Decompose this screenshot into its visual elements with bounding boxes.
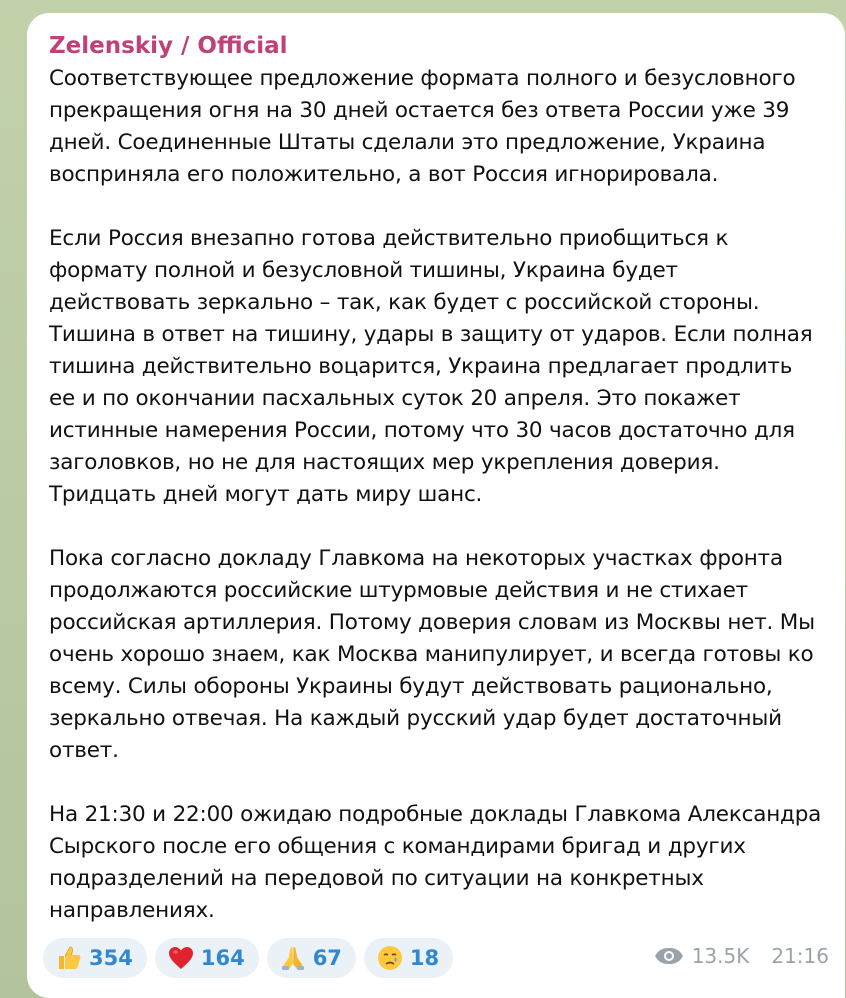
message-paragraph: Пока согласно докладу Главкома на некоторых участках фронта продолжаются российские штурмовые действия и не стихает российская артиллерия. Потому доверия словам из Москвы нет. Мы очень хорошо знаем, как Москва манипулирует, и всегда готовы ко всему. Силы обороны Украины будут действовать рационально, зеркально отвечая. На каждый русский удар будет достаточный ответ. xyxy=(49,546,815,763)
reaction-count: 18 xyxy=(409,946,440,970)
reaction-folded-hands[interactable] xyxy=(267,938,356,978)
reaction-count: 67 xyxy=(312,946,342,970)
message-paragraph: Если Россия внезапно готова действительно приобщиться к формату полной и безусловной тишины, Украина будет действовать зеркально – так, как будет с российской стороны. Тишина в ответ на тишину, удары в защиту от ударов. Если полная тишина действительно воцарится, Украина предлагает продлить ее и по окончании пасхальных суток 20 апреля. Это покажет истинные намерения России, потому что 30 часов достаточно для заголовков, но не для настоящих мер укрепления доверия. Тридцать дней могут дать миру шанс. xyxy=(49,226,813,507)
message-paragraph: Соответствующее предложение формата полного и безусловного прекращения огня на 30 дней остается без ответа России уже 39 дней. Соединенные Штаты сделали это предложение, Украина восприняла его положительно, а вот Россия игнорировала. xyxy=(49,66,796,187)
message-bubble xyxy=(27,13,845,998)
message-meta xyxy=(654,944,829,968)
message-time: 21:16 xyxy=(771,944,829,968)
thumbs-up-icon xyxy=(55,944,83,972)
crying-face-icon xyxy=(376,944,404,972)
reaction-thumbs-up[interactable] xyxy=(43,938,147,978)
eye-icon xyxy=(654,947,684,965)
red-heart-icon xyxy=(167,944,195,972)
message-text xyxy=(49,63,823,927)
folded-hands-icon xyxy=(279,944,307,972)
sender-name[interactable]: Zelenskiy / Official xyxy=(49,33,288,59)
view-count: 13.5K xyxy=(691,944,750,968)
reaction-count: 354 xyxy=(89,946,133,970)
message-footer xyxy=(43,938,829,978)
reaction-crying-face[interactable] xyxy=(364,938,453,978)
reaction-count: 164 xyxy=(200,946,245,970)
reaction-red-heart[interactable] xyxy=(155,938,259,978)
message-paragraph: На 21:30 и 22:00 ожидаю подробные доклады Главкома Александра Сырского после его общения с командирами бригад и других подразделений на передовой по ситуации на конкретных направлениях. xyxy=(49,802,822,923)
